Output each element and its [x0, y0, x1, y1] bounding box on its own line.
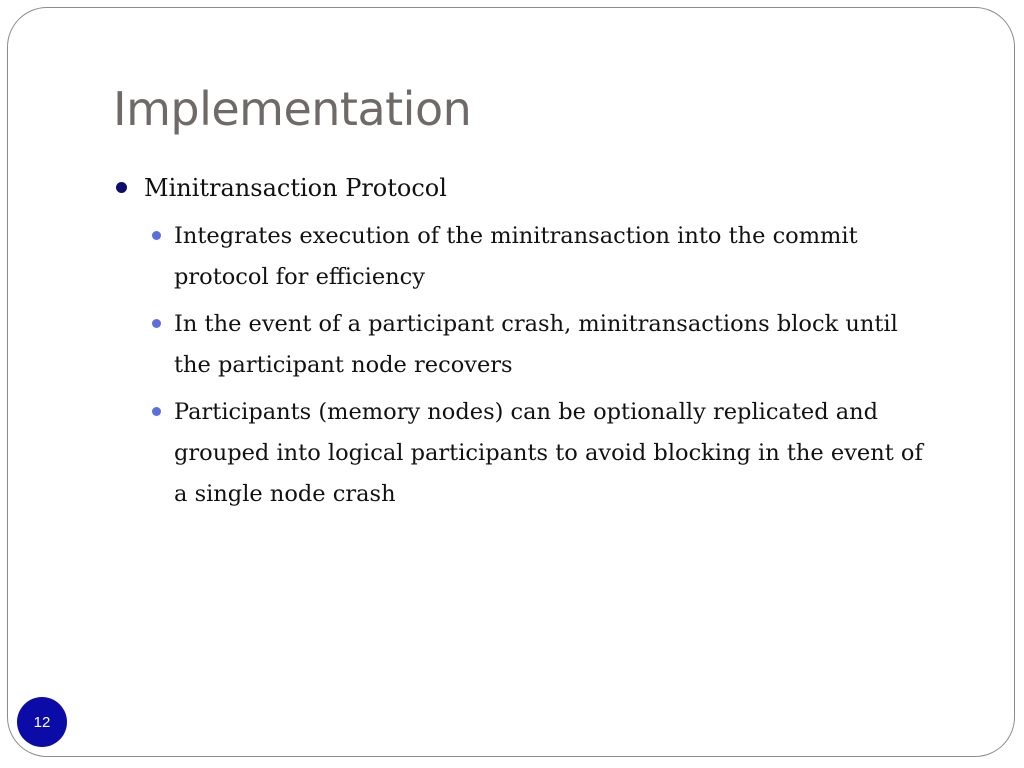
sub-bullet-integrates-execution [174, 216, 973, 298]
slide-title: Implementation [113, 82, 472, 136]
sub-bullet-participant-crash [174, 304, 973, 386]
sub-bullet-dot-icon [152, 231, 161, 240]
sub-bullet-text: Integrates execution of the minitransaction into the commit protocol for efficiency [174, 223, 858, 290]
bullet-text: Minitransaction Protocol [144, 174, 447, 202]
slide-content [113, 166, 973, 521]
bullet-dot-icon [116, 182, 127, 193]
sub-bullet-replication [174, 392, 973, 515]
page-number-badge: 12 [17, 697, 67, 747]
sub-bullet-dot-icon [152, 319, 161, 328]
sub-bullet-text: In the event of a participant crash, minitransactions block until the participant node recovers [174, 311, 898, 378]
sub-bullet-text: Participants (memory nodes) can be optionally replicated and grouped into logical participants to avoid blocking in the event of a single node crash [174, 399, 923, 507]
sub-bullet-dot-icon [152, 407, 161, 416]
sub-bullet-list [113, 216, 973, 515]
bullet-minitransaction-protocol [113, 166, 973, 210]
